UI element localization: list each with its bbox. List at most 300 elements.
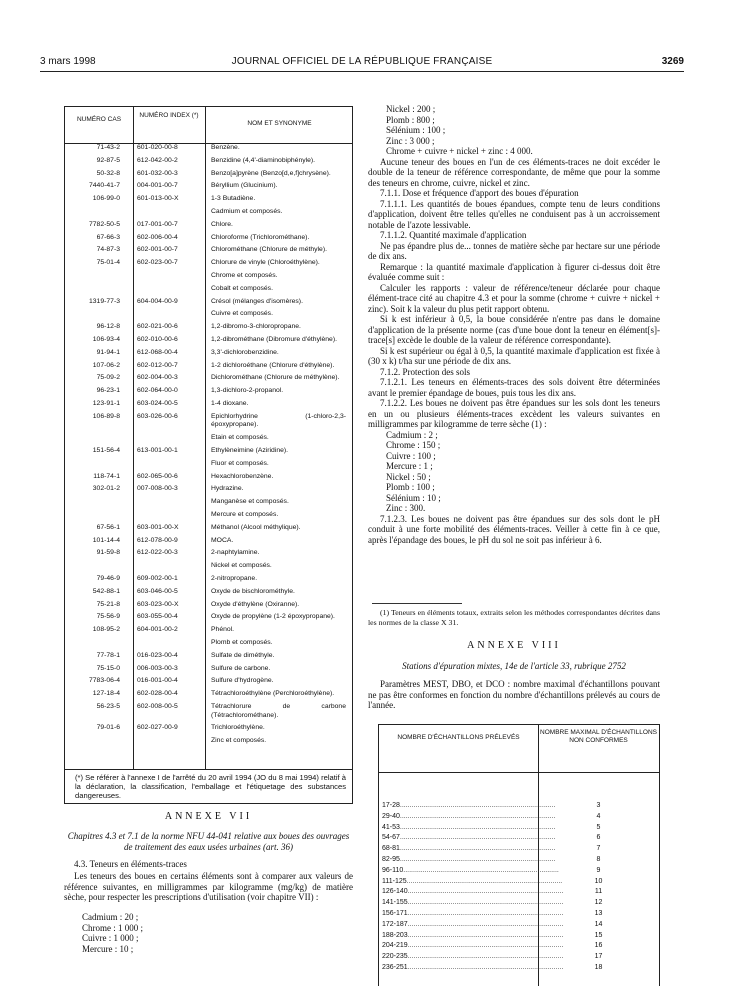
table-row: [65, 387, 352, 396]
substance-name: Zinc et composés.: [211, 737, 267, 745]
cas-number: 56-23-5: [96, 702, 120, 710]
substance-name: Tétrachlorure de carbone (Tétrachlorométhane).: [211, 702, 346, 719]
cas-number: 79-01-6: [96, 724, 120, 732]
table-row: [65, 703, 352, 720]
table-row: [65, 485, 352, 494]
cas-number: 92-87-5: [96, 156, 120, 164]
cas-number: 75-09-2: [96, 374, 120, 382]
table-row: [379, 887, 659, 898]
substances-table: [64, 106, 353, 770]
samples-range-cell: [382, 877, 563, 888]
table-row: [65, 349, 352, 358]
index-number: 602-027-00-9: [137, 724, 178, 732]
table-row: [65, 434, 352, 443]
table-row: [65, 298, 352, 307]
substance-name: Chlorure de vinyle (Chloroéthylène).: [211, 259, 320, 267]
substance-name: Chlore.: [211, 220, 233, 228]
samples-range: 82-95: [382, 855, 400, 863]
cas-number: 91-94-1: [96, 348, 120, 356]
substance-name: Dichlorométhane (Chlorure de méthylène).: [211, 374, 340, 382]
list-item: Cuivre : 1 000 ;: [82, 933, 139, 943]
substance-name: Méthanol (Alcool méthylique).: [211, 523, 301, 531]
table-row: [65, 170, 352, 179]
table-row: [65, 639, 352, 648]
list-item: Plomb : 800 ;: [386, 114, 435, 125]
index-number: 612-022-00-3: [137, 549, 178, 557]
index-number: 006-003-00-3: [137, 664, 178, 672]
samples-range-cell: [382, 952, 564, 963]
table-row: [379, 866, 659, 877]
table-row: [379, 801, 659, 812]
samples-range-cell: [382, 887, 564, 898]
leader-dots: ................................................................................: [399, 855, 556, 863]
paragraph: Aucune teneur des boues en l'un de ces éléments-traces ne doit excéder le double de la teneur de référence correspondante, de même que pour la somme des teneurs en chrome, cuivre, nickel et zinc.: [368, 156, 660, 188]
journal-title: JOURNAL OFFICIEL DE LA RÉPUBLIQUE FRANÇAISE: [231, 56, 493, 67]
table-row: [65, 737, 352, 746]
header-max-nonconform: NOMBRE MAXIMAL D'ÉCHANTILLONS NON CONFORMES: [540, 729, 657, 744]
table-row: [379, 855, 659, 866]
leader-dots: ................................................................................: [403, 866, 559, 874]
table-row: [65, 601, 352, 610]
index-number: 601-013-00-X: [137, 195, 179, 203]
table-row: [379, 909, 659, 920]
substance-name: Oxyde de propylène (1-2 époxypropane).: [211, 613, 335, 621]
substance-name: Ethylèneimine (Aziridine).: [211, 447, 289, 455]
table-row: [65, 400, 352, 409]
leader-dots: ................................................................................: [407, 931, 564, 939]
table-row: [65, 724, 352, 733]
samples-range: 54-67: [382, 834, 400, 842]
max-nonconform: 9: [596, 866, 601, 874]
index-number: 602-012-00-7: [137, 361, 178, 369]
list-item: Nickel : 200 ;: [386, 104, 436, 114]
leader-dots: ................................................................................: [407, 942, 564, 950]
max-nonconform: 16: [594, 942, 603, 950]
samples-range-cell: [382, 909, 564, 920]
table-header: [379, 725, 659, 773]
cas-number: 542-88-1: [92, 587, 120, 595]
cas-number: 67-56-1: [96, 523, 120, 531]
table-row: [65, 182, 352, 191]
substance-name: Oxyde de bischlorométhyle.: [211, 587, 295, 595]
substance-name: Cobalt et composés.: [211, 284, 273, 292]
max-nonconform: 7: [596, 845, 601, 853]
max-nonconform: 10: [594, 877, 603, 885]
cas-number: 50-32-8: [96, 169, 120, 177]
max-nonconform: 15: [594, 931, 603, 939]
substance-name: 1,2-dibromo-3-chloropropane.: [211, 323, 301, 331]
substance-name: Mercure et composés.: [211, 511, 279, 519]
cas-number: 1319-77-3: [89, 297, 120, 305]
leader-dots: ................................................................................: [399, 812, 556, 820]
index-number: 602-023-00-7: [137, 259, 178, 267]
samples-range-cell: [382, 920, 564, 931]
list-item: Cadmium : 2 ;: [386, 429, 438, 440]
table-row: [379, 844, 659, 855]
cas-number: 7440-41-7: [89, 182, 120, 190]
table-row: [379, 941, 659, 952]
section-title: 7.1.2. Protection des sols: [380, 366, 470, 377]
paragraph: Calculer les rapports : valeur de référence/teneur déclarée pour chaque élément-trace cité au chapitre 4.3 et pour la somme (chrome + cuivre + nickel + zinc). Soit k la valeur du plus petit rapport obtenu.: [368, 282, 660, 314]
cas-number: 91-59-8: [96, 549, 120, 557]
list-item: Cuivre : 100 ;: [386, 450, 436, 461]
list-item: Sélénium : 10 ;: [386, 492, 441, 503]
samples-range: 41-53: [382, 823, 400, 831]
cas-number: 123-91-1: [92, 399, 120, 407]
table-row: [65, 221, 352, 230]
cas-number: 71-43-2: [96, 144, 120, 151]
samples-range-cell: [382, 866, 559, 877]
list-item: Chrome + cuivre + nickel + zinc : 4 000.: [386, 146, 533, 156]
substance-name: 1-4 dioxane.: [211, 399, 249, 407]
table-row: [65, 362, 352, 371]
table-row: [379, 920, 659, 931]
substance-name: Béryllium (Glucinium).: [211, 182, 278, 190]
substance-name: Chloroforme (Trichlorométhane).: [211, 233, 310, 241]
table-row: [379, 931, 659, 942]
max-nonconform: 18: [594, 963, 603, 971]
index-number: 604-004-00-9: [137, 297, 178, 305]
table-row: [65, 652, 352, 661]
header-index: NUMÉRO INDEX (*): [139, 112, 199, 119]
table-row: [379, 877, 659, 888]
substance-name: MOCA.: [211, 536, 234, 544]
samples-range: 172-187: [382, 920, 408, 928]
table-body: [379, 801, 659, 974]
index-number: 602-065-00-6: [137, 472, 178, 480]
page-number: 3269: [661, 56, 684, 67]
index-number: 602-021-00-6: [137, 323, 178, 331]
substance-name: 1-2 dichloroéthane (Chlorure d'éthylène).: [211, 361, 335, 369]
table-row: [65, 677, 352, 686]
cas-number: 127-18-4: [92, 690, 120, 698]
leader-dots: ................................................................................: [399, 802, 556, 809]
section-title: 7.1.1. Dose et fréquence d'apport des boues d'épuration: [380, 188, 579, 198]
index-number: 601-020-00-8: [137, 144, 178, 151]
leader-dots: ................................................................................: [407, 888, 564, 896]
table-row: [65, 413, 352, 430]
table-row: [65, 690, 352, 699]
footnote-rule: [372, 603, 462, 604]
index-number: 602-010-00-6: [137, 335, 178, 343]
index-number: 609-002-00-1: [137, 575, 178, 582]
leader-dots: ................................................................................: [407, 899, 564, 907]
list-item: Cadmium : 20 ;: [82, 912, 139, 922]
substance-name: Crésol (mélanges d'isomères).: [211, 297, 303, 305]
table-row: [65, 665, 352, 674]
cas-number: 106-89-8: [92, 412, 120, 420]
index-number: 602-028-00-4: [137, 690, 178, 698]
table-note: (*) Se référer à l'annexe I de l'arrêté du 20 avril 1994 (JO du 8 mai 1994) relatif à la déclaration, la classification, l'emballage et l'étiquetage des substances dangereuses.: [64, 770, 353, 804]
substance-name: Phénol.: [211, 626, 235, 634]
substance-name: Cadmium et composés.: [211, 207, 283, 215]
table-row: [65, 473, 352, 482]
max-nonconform: 17: [594, 953, 603, 961]
cas-number: 107-06-2: [92, 361, 120, 369]
cas-number: 7782-50-5: [89, 220, 120, 228]
table-row: [65, 626, 352, 635]
section-4-3-paragraph: Les teneurs des boues en certains éléments sont à comparer aux valeurs de référence suivantes, en milligrammes par kilogramme (mg/kg) de matière sèche, pour respecter les prescriptions d'utilisation (voir chapitre VII) :: [64, 871, 353, 902]
max-nonconform: 8: [596, 855, 601, 863]
index-number: 612-068-00-4: [137, 348, 178, 356]
paragraph: 7.1.1.1. Les quantités de boues épandues, compte tenu de leurs conditions d'application, doivent être telles qu'elles ne conduisent pas à un accroissement notable de l'azote lessivable.: [368, 198, 660, 230]
cas-number: 7783-06-4: [89, 677, 120, 685]
list-item: Mercure : 10 ;: [82, 943, 134, 954]
cas-number: 77-78-1: [96, 651, 120, 659]
leader-dots: ................................................................................: [399, 823, 556, 831]
cas-number: 79-46-9: [96, 575, 120, 582]
samples-range-cell: [382, 855, 556, 866]
right-column-text: [368, 104, 660, 545]
annex-viii-paragraph: Paramètres MEST, DBO, et DCO : nombre maximal d'échantillons pouvant ne pas être conformes en fonction du nombre d'échantillons prélevés au cours de l'année.: [368, 679, 660, 710]
substance-name: Trichloroéthylène.: [211, 724, 265, 732]
samples-range: 111-125: [382, 877, 407, 885]
section-title: 7.1.1.2. Quantité maximale d'application: [380, 230, 527, 240]
list-item: Chrome : 1 000 ;: [82, 922, 143, 933]
samples-range: 141-155: [382, 899, 408, 907]
reference-values-list: [64, 912, 371, 954]
max-nonconform: 3: [596, 802, 601, 809]
substance-name: Hydrazine.: [211, 485, 244, 493]
substance-name: 1,2-dibrométhane (Dibromure d'éthylène).: [211, 335, 337, 343]
samples-table: [378, 724, 660, 986]
index-number: 603-024-00-5: [137, 399, 178, 407]
index-number: 603-055-00-4: [137, 613, 178, 621]
samples-range: 188-203: [382, 931, 408, 939]
substance-name: Chrome et composés.: [211, 271, 278, 279]
table-row: [379, 812, 659, 823]
table-row: [379, 898, 659, 909]
annex-vii-title: ANNEXE VII: [164, 811, 253, 822]
substance-name: Chlorométhane (Chlorure de méthyle).: [211, 246, 327, 254]
substance-name: 3,3'-dichlorobenzidine.: [211, 348, 279, 356]
table-row: [379, 823, 659, 834]
samples-range-cell: [382, 823, 556, 834]
header-cas: NUMÉRO CAS: [76, 116, 122, 123]
list-item: Sélénium : 100 ;: [386, 125, 446, 135]
table-row: [65, 575, 352, 584]
paragraph: Si k est supérieur ou égal à 0,5, la quantité maximale d'application est fixée à (30 x k) t/ha sur une période de dix ans.: [368, 345, 660, 366]
substance-name: Benzène.: [211, 144, 240, 151]
substance-name: 2-nitropropane.: [211, 575, 258, 582]
index-number: 604-001-00-2: [137, 626, 178, 634]
table-row: [65, 562, 352, 571]
footnote: (1) Teneurs en éléments totaux, extraits selon les méthodes correspondantes décrites dans les normes de la classe X 31.: [368, 608, 660, 627]
substance-name: Manganèse et composés.: [211, 498, 289, 506]
substance-name: Cuivre et composés.: [211, 310, 273, 318]
samples-range-cell: [382, 833, 556, 844]
samples-range-cell: [382, 801, 556, 812]
cas-number: 75-01-4: [96, 259, 120, 267]
table-row: [65, 144, 352, 153]
index-number: 004-001-00-7: [137, 182, 178, 190]
samples-range: 29-40: [382, 812, 400, 820]
table-row: [65, 323, 352, 332]
table-row: [65, 285, 352, 294]
paragraph: 7.1.2.3. Les boues ne doivent pas être épandues sur des sols dont le pH conduit à une forte mobilité des éléments-traces. Veiller à cette fin à ce que, après l'épandage des boues, le pH du sol ne soit pas inférieur à 6.: [368, 513, 660, 545]
samples-range: 126-140: [382, 888, 408, 896]
annex-viii-subtitle: Stations d'épuration mixtes, 14e de l'article 33, rubrique 2752: [402, 661, 626, 671]
paragraph: Ne pas épandre plus de... tonnes de matière sèche par hectare sur une période de dix ans.: [368, 240, 660, 261]
section-4-3-title: 4.3. Teneurs en éléments-traces: [74, 859, 187, 869]
max-nonconform: 13: [594, 909, 603, 917]
index-number: 612-042-00-2: [137, 156, 178, 164]
table-row: [65, 447, 352, 456]
paragraph: Si k est inférieur à 0,5, la boue considérée n'entre pas dans le domaine d'application de la présente norme (cas d'une boue dont la teneur en élément[s]-trace[s] excède le double de la valeur de référence correspondante).: [368, 314, 660, 345]
table-row: [65, 195, 352, 204]
samples-range-cell: [382, 844, 556, 855]
list-item: Mercure : 1 ;: [386, 461, 433, 471]
index-number: 612-078-00-9: [137, 536, 178, 544]
max-nonconform: 12: [594, 899, 603, 907]
substance-name: Sulfate de diméthyle.: [211, 651, 275, 659]
paragraph: 7.1.2.2. Les boues ne doivent pas être épandues sur les sols dont les teneurs en un ou plusieurs éléments-traces excèdent les valeurs suivantes en milligrammes par kilogramme de terre sèche (1) :: [368, 398, 660, 429]
substance-name: Sulfure de carbone.: [211, 664, 271, 672]
table-row: [65, 588, 352, 597]
table-row: [65, 498, 352, 507]
index-number: 007-008-00-3: [137, 485, 178, 493]
samples-range-cell: [382, 941, 564, 952]
table-row: [65, 246, 352, 255]
samples-range: 68-81: [382, 845, 400, 853]
table-row: [65, 259, 352, 268]
page-header: [40, 56, 684, 70]
table-row: [65, 157, 352, 166]
index-number: 602-006-00-4: [137, 233, 178, 241]
substance-name: 1,3-dichloro-2-propanol.: [211, 387, 284, 395]
cas-number: 118-74-1: [93, 472, 120, 480]
substance-name: Benzo[a]pyrène (Benzo[d,e,f]chrysène).: [211, 169, 331, 177]
samples-range-cell: [382, 898, 564, 909]
samples-range-cell: [382, 963, 564, 974]
table-row: [65, 234, 352, 243]
max-nonconform: 6: [596, 834, 601, 842]
index-number: 602-008-00-5: [137, 702, 178, 710]
samples-range-cell: [382, 931, 564, 942]
index-number: 016-023-00-4: [137, 651, 178, 659]
table-row: [65, 549, 352, 558]
table-row: [65, 272, 352, 281]
cas-number: 74-87-3: [96, 246, 120, 254]
index-number: 603-046-00-5: [137, 587, 178, 595]
leader-dots: ................................................................................: [407, 953, 564, 961]
cas-number: 302-01-2: [92, 485, 120, 493]
max-nonconform: 11: [594, 888, 603, 896]
table-row: [65, 511, 352, 520]
cas-number: 75-21-8: [96, 600, 120, 608]
annex-vii-subtitle: Chapitres 4.3 et 7.1 de la norme NFU 44-041 relative aux boues des ouvrages de traitement des eaux usées urbaines (art. 36): [67, 831, 350, 852]
table-row: [65, 336, 352, 345]
list-item: Zinc : 300.: [386, 503, 426, 513]
header-name: NOM ET SYNONYME: [247, 120, 312, 127]
table-row: [65, 460, 352, 469]
index-number: 601-032-00-3: [137, 169, 178, 177]
cas-number: 108-95-2: [92, 626, 120, 634]
samples-range-cell: [382, 812, 556, 823]
index-number: 602-001-00-7: [137, 246, 178, 254]
leader-dots: ................................................................................: [407, 963, 564, 971]
substance-name: Fluor et composés.: [211, 459, 269, 467]
leader-dots: ................................................................................: [407, 920, 564, 928]
cas-number: 96-12-8: [96, 323, 120, 331]
index-number: 613-001-00-1: [137, 447, 178, 455]
cas-number: 106-99-0: [92, 195, 120, 203]
index-number: 602-004-00-3: [137, 374, 178, 382]
substance-name: 1-3 Butadiène.: [211, 195, 256, 203]
cas-number: 75-56-9: [96, 613, 120, 621]
leader-dots: ................................................................................: [407, 909, 564, 917]
substance-name: Sulfure d'hydrogène.: [211, 677, 274, 685]
list-item: Chrome : 150 ;: [386, 440, 441, 450]
substance-name: Benzidine (4,4'-diaminobiphényle).: [211, 156, 316, 164]
header-rule: [40, 71, 684, 72]
substance-name: Tétrachloroéthylène (Perchloroéthylène).: [211, 690, 335, 698]
cas-number: 106-93-4: [92, 335, 120, 343]
annex-viii-title: ANNEXE VIII: [467, 640, 561, 651]
substance-name: Plomb et composés.: [211, 638, 273, 646]
index-number: 602-064-00-0: [137, 387, 178, 395]
cas-number: 67-66-3: [96, 233, 120, 241]
substance-name: Epichlorhydrine (1-chloro-2,3-époxypropane).: [211, 412, 346, 429]
index-number: 603-001-00-X: [137, 523, 179, 531]
table-row: [65, 613, 352, 622]
table-row: [379, 952, 659, 963]
max-nonconform: 14: [594, 920, 603, 928]
table-row: [65, 208, 352, 217]
index-number: 603-023-00-X: [137, 600, 179, 608]
index-number: 603-026-00-6: [137, 412, 178, 420]
list-item: Nickel : 50 ;: [386, 471, 431, 482]
table-row: [65, 524, 352, 533]
leader-dots: ................................................................................: [399, 845, 556, 853]
substance-name: Nickel et composés.: [211, 562, 272, 570]
list-item: Plomb : 100 ;: [386, 482, 435, 492]
table-body: [65, 144, 352, 750]
index-number: 017-001-00-7: [137, 220, 178, 228]
cas-number: 101-14-4: [92, 536, 120, 544]
max-nonconform: 4: [596, 812, 601, 820]
max-nonconform: 5: [596, 823, 601, 831]
samples-range: 96-110: [382, 866, 404, 874]
substance-name: 2-naphtylamine.: [211, 549, 260, 557]
index-number: 016-001-00-4: [137, 677, 178, 685]
samples-range: 156-171: [382, 909, 408, 917]
samples-range: 204-219: [382, 942, 408, 950]
table-row: [65, 310, 352, 319]
list-item: Zinc : 3 000 ;: [386, 135, 435, 146]
cas-number: 96-23-1: [96, 387, 120, 395]
substance-name: Hexachlorobenzène.: [211, 472, 274, 480]
table-row: [379, 833, 659, 844]
paragraph: 7.1.2.1. Les teneurs en éléments-traces des sols doivent être déterminées avant le premier épandage de boues, puis tous les dix ans.: [368, 377, 660, 398]
cas-number: 75-15-0: [96, 664, 120, 672]
table-header: [65, 107, 352, 144]
table-row: [65, 537, 352, 546]
samples-range: 17-28: [382, 802, 400, 809]
header-samples: NOMBRE D'ÉCHANTILLONS PRÉLEVÉS: [397, 734, 520, 741]
paragraph: Remarque : la quantité maximale d'application à figurer ci-dessus doit être évaluée comme suit :: [368, 261, 660, 282]
samples-range: 236-251: [382, 963, 408, 971]
substance-name: Etain et composés.: [211, 434, 269, 442]
issue-date: 3 mars 1998: [40, 56, 96, 67]
leader-dots: ................................................................................: [406, 877, 563, 885]
leader-dots: ................................................................................: [399, 834, 556, 842]
table-row: [379, 963, 659, 974]
table-row: [65, 374, 352, 383]
samples-range: 220-235: [382, 953, 408, 961]
substance-name: Oxyde d'éthylène (Oxiranne).: [211, 600, 300, 608]
cas-number: 151-56-4: [92, 447, 120, 455]
